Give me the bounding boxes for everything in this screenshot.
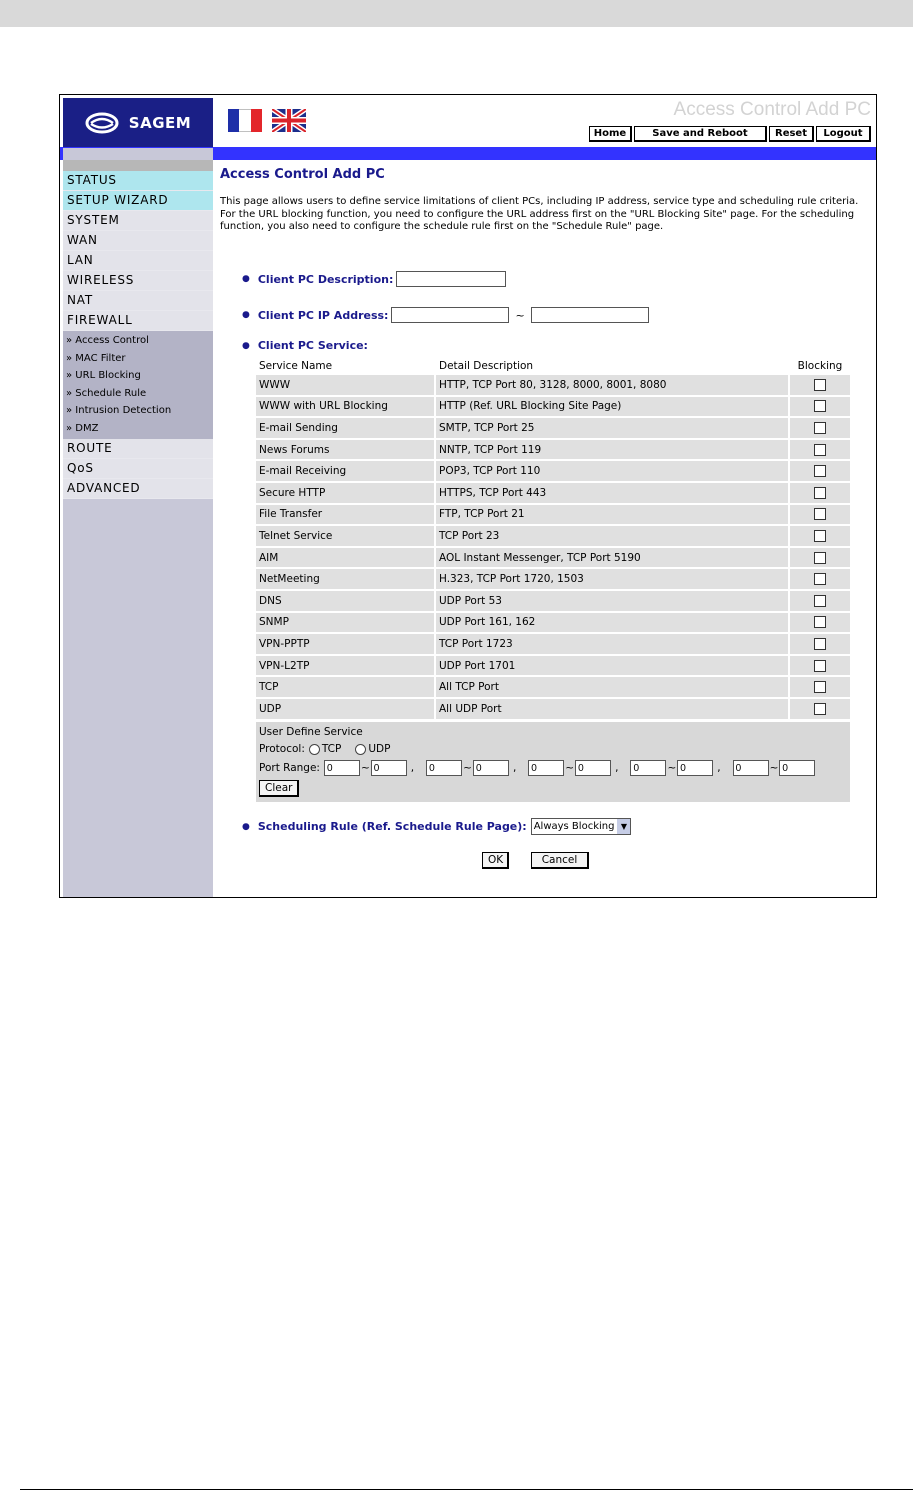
sidebar-sub-url-blocking[interactable]: » URL Blocking: [66, 370, 141, 381]
french-flag-icon[interactable]: [228, 109, 262, 132]
sagem-logo-mark-icon: [85, 112, 119, 134]
page-title: Access Control Add PC: [220, 167, 385, 182]
blocking-checkbox[interactable]: [814, 422, 826, 434]
blocking-checkbox[interactable]: [814, 530, 826, 542]
service-row: [256, 591, 850, 611]
service-name: VPN-L2TP: [256, 656, 436, 676]
client-service-row: ● Client PC Service:: [242, 339, 368, 352]
sidebar-item-wireless[interactable]: WIRELESS: [63, 271, 213, 291]
service-name: News Forums: [256, 440, 436, 460]
client-ip-from-input[interactable]: [391, 307, 509, 323]
service-detail: All TCP Port: [436, 677, 790, 697]
sagem-logo: [63, 98, 213, 148]
service-name: VPN-PPTP: [256, 634, 436, 654]
service-detail: UDP Port 161, 162: [436, 613, 790, 633]
top-navigation: [589, 126, 871, 142]
service-detail: TCP Port 23: [436, 526, 790, 546]
service-name: Telnet Service: [256, 526, 436, 546]
service-row: [256, 613, 850, 633]
port-range-end-input[interactable]: [371, 760, 407, 776]
service-row: [256, 526, 850, 546]
blocking-checkbox[interactable]: [814, 703, 826, 715]
service-table-wrapper: [256, 357, 850, 802]
client-ip-row: ● Client PC IP Address: ~: [242, 307, 649, 323]
service-row: [256, 418, 850, 438]
service-detail: UDP Port 1701: [436, 656, 790, 676]
router-admin-window: [59, 94, 877, 898]
port-range-start-input[interactable]: [630, 760, 666, 776]
sidebar-item-route[interactable]: ROUTE: [63, 439, 213, 459]
service-detail: POP3, TCP Port 110: [436, 461, 790, 481]
service-detail: All UDP Port: [436, 699, 790, 719]
service-row: [256, 699, 850, 719]
service-row: [256, 656, 850, 676]
service-name: E-mail Receiving: [256, 461, 436, 481]
sidebar-item-firewall[interactable]: FIREWALL: [63, 311, 213, 331]
service-row: [256, 634, 850, 654]
service-row: [256, 548, 850, 568]
service-detail: FTP, TCP Port 21: [436, 505, 790, 525]
blocking-checkbox[interactable]: [814, 487, 826, 499]
blocking-checkbox[interactable]: [814, 660, 826, 672]
scheduling-rule-select[interactable]: [531, 818, 632, 835]
protocol-udp-label: UDP: [368, 743, 391, 755]
blocking-checkbox[interactable]: [814, 465, 826, 477]
client-description-label: Client PC Description:: [257, 272, 394, 286]
sidebar-item-lan[interactable]: LAN: [63, 251, 213, 271]
protocol-row: [259, 740, 847, 759]
service-name: E-mail Sending: [256, 418, 436, 438]
sidebar-sub-mac-filter[interactable]: » MAC Filter: [66, 352, 126, 364]
scheduling-rule-row: ● Scheduling Rule (Ref. Schedule Rule Page): Always Blocking ▼: [242, 818, 631, 835]
save-and-reboot-button[interactable]: Save and Reboot: [634, 126, 767, 142]
chevron-down-icon[interactable]: ▼: [617, 819, 630, 834]
blocking-checkbox[interactable]: [814, 552, 826, 564]
port-range-end-input[interactable]: [473, 760, 509, 776]
port-range-comma: ,: [717, 762, 721, 774]
service-name: UDP: [256, 699, 436, 719]
service-name: TCP: [256, 677, 436, 697]
service-name: DNS: [256, 591, 436, 611]
port-range-tilde: ~: [769, 762, 779, 774]
ip-range-separator: ~: [515, 308, 525, 322]
logout-button[interactable]: Logout: [816, 126, 871, 142]
service-row: [256, 569, 850, 589]
sidebar-item-setup-wizard[interactable]: SETUP WIZARD: [63, 191, 213, 211]
blocking-checkbox[interactable]: [814, 595, 826, 607]
service-name: SNMP: [256, 613, 436, 633]
blocking-checkbox[interactable]: [814, 379, 826, 391]
port-range-tilde: ~: [565, 762, 575, 774]
service-table-header: [256, 359, 850, 373]
sidebar-sub-schedule-rule[interactable]: » Schedule Rule: [66, 387, 147, 399]
ok-button[interactable]: OK: [482, 852, 509, 869]
sidebar-item-system[interactable]: SYSTEM: [63, 211, 213, 231]
firewall-submenu: [63, 331, 213, 439]
sidebar-sub-access-control[interactable]: » Access Control: [66, 335, 149, 346]
protocol-tcp-radio[interactable]: [309, 744, 320, 755]
client-ip-to-input[interactable]: [531, 307, 649, 323]
service-detail: HTTP (Ref. URL Blocking Site Page): [436, 397, 790, 417]
sidebar-item-nat[interactable]: NAT: [63, 291, 213, 311]
service-detail: NNTP, TCP Port 119: [436, 440, 790, 460]
port-range-start-input[interactable]: [324, 760, 360, 776]
port-range-start-input[interactable]: [528, 760, 564, 776]
service-name: File Transfer: [256, 505, 436, 525]
blocking-checkbox[interactable]: [814, 444, 826, 456]
client-ip-label: Client PC IP Address:: [257, 308, 389, 322]
header-page-title: Access Control Add PC: [673, 99, 871, 120]
protocol-tcp-label: TCP: [321, 743, 342, 755]
blocking-checkbox[interactable]: [814, 681, 826, 693]
service-name: AIM: [256, 548, 436, 568]
client-description-row: ● Client PC Description:: [242, 271, 506, 287]
sidebar: [63, 148, 213, 897]
service-row: [256, 375, 850, 395]
port-range-tilde: ~: [463, 762, 472, 774]
port-range-comma: ,: [410, 762, 415, 774]
service-detail: HTTP, TCP Port 80, 3128, 8000, 8001, 8080: [436, 375, 790, 395]
sidebar-item-status[interactable]: STATUS: [63, 171, 213, 191]
service-detail: AOL Instant Messenger, TCP Port 5190: [436, 548, 790, 568]
sidebar-item-advanced[interactable]: ADVANCED: [63, 479, 213, 499]
protocol-label: Protocol:: [259, 743, 305, 755]
uk-flag-icon[interactable]: [272, 109, 306, 132]
service-detail: HTTPS, TCP Port 443: [436, 483, 790, 503]
service-name: NetMeeting: [256, 569, 436, 589]
service-row: [256, 677, 850, 697]
sidebar-sub-intrusion-detection[interactable]: » Intrusion Detection: [66, 405, 172, 416]
sidebar-sub-dmz[interactable]: » DMZ: [66, 422, 99, 434]
service-row: [256, 505, 850, 525]
header-detail-description: Detail Description: [436, 359, 790, 373]
clear-button[interactable]: Clear: [259, 780, 299, 797]
client-service-label: Client PC Service:: [257, 339, 368, 352]
blocking-checkbox[interactable]: [814, 400, 826, 412]
service-row: [256, 397, 850, 417]
service-row: [256, 461, 850, 481]
port-range-tilde: ~: [667, 762, 677, 774]
service-detail: TCP Port 1723: [436, 634, 790, 654]
port-range-comma: ,: [615, 762, 619, 774]
sidebar-item-qos[interactable]: QoS: [63, 459, 213, 479]
cancel-button[interactable]: Cancel: [531, 852, 589, 869]
home-button[interactable]: Home: [589, 126, 632, 142]
main-content: [220, 167, 870, 866]
port-range-tilde: ~: [360, 762, 370, 774]
blocking-checkbox[interactable]: [814, 638, 826, 650]
client-description-input[interactable]: [396, 271, 506, 287]
port-range-label: Port Range:: [259, 762, 320, 774]
service-table: [256, 357, 850, 721]
service-name: WWW: [256, 375, 436, 395]
page-description: This page allows users to define service limitations of client PCs, including IP address, service type and scheduling rule criteria. For the URL blocking function, you need to configure the URL address first on the "URL Blocking Site" page. For the scheduling function, you also need to configure the schedule rule first on the "Schedule Rule" page.: [220, 196, 859, 232]
protocol-udp-radio[interactable]: [355, 744, 366, 755]
blocking-checkbox[interactable]: [814, 573, 826, 585]
service-detail: UDP Port 53: [436, 591, 790, 611]
page-bottom-rule: [20, 1489, 913, 1490]
service-name: Secure HTTP: [256, 483, 436, 503]
user-define-service: [256, 722, 850, 802]
reset-button[interactable]: Reset: [769, 126, 814, 142]
port-range-comma: ,: [512, 762, 517, 774]
service-row: [256, 483, 850, 503]
port-range-end-input[interactable]: [779, 760, 815, 776]
service-name: WWW with URL Blocking: [256, 397, 436, 417]
user-define-title: User Define Service: [259, 725, 363, 738]
top-gray-band: [0, 0, 913, 27]
port-range-start-input[interactable]: [426, 760, 462, 776]
header-blocking: Blocking: [790, 359, 850, 373]
scheduling-rule-label: Scheduling Rule (Ref. Schedule Rule Page):: [257, 820, 527, 833]
port-range-row: [259, 759, 847, 778]
scheduling-rule-value: Always Blocking: [533, 821, 615, 832]
service-detail: SMTP, TCP Port 25: [436, 418, 790, 438]
port-range-end-input[interactable]: [575, 760, 611, 776]
sidebar-item-wan[interactable]: WAN: [63, 231, 213, 251]
service-row: [256, 440, 850, 460]
blocking-checkbox[interactable]: [814, 616, 826, 628]
service-detail: H.323, TCP Port 1720, 1503: [436, 569, 790, 589]
port-range-end-input[interactable]: [677, 760, 713, 776]
header-service-name: Service Name: [256, 359, 436, 373]
port-range-start-input[interactable]: [733, 760, 769, 776]
brand-name: SAGEM: [128, 114, 192, 132]
form-actions: [482, 852, 589, 869]
blocking-checkbox[interactable]: [814, 508, 826, 520]
